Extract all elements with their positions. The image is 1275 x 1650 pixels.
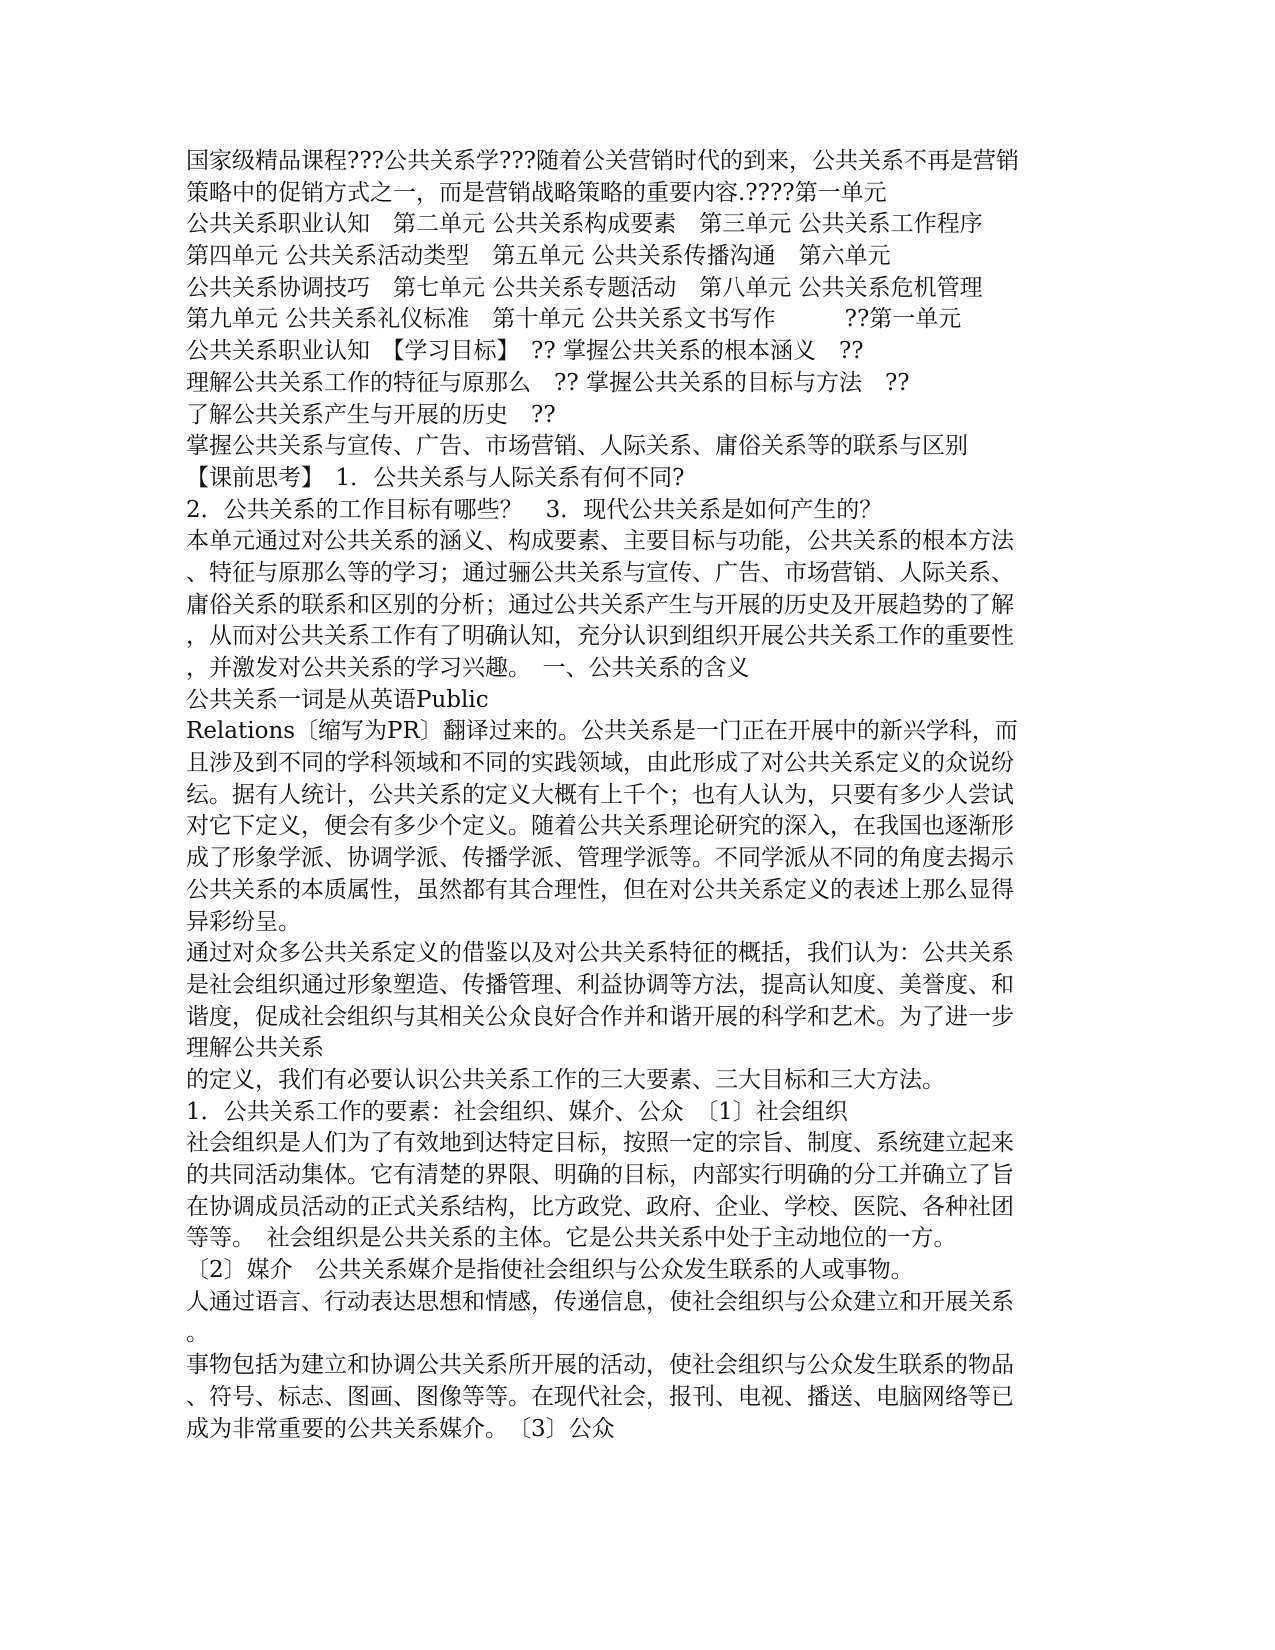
text-line: 是社会组织通过形象塑造、传播管理、利益协调等方法，提高认知度、美誉度、和 [186, 971, 1014, 998]
text-line: 庸俗关系的联系和区别的分析；通过公共关系产生与开展的历史及开展趋势的了解 [186, 591, 1014, 618]
text-line: 且涉及到不同的学科领域和不同的实践领域，由此形成了对公共关系定义的众说纷 [186, 750, 1014, 777]
document-page [186, 146, 1086, 1445]
text-line: 社会组织是人们为了有效地到达特定目标，按照一定的宗旨、制度、系统建立起来 [186, 1130, 1014, 1157]
text-line: 通过对众多公共关系定义的借鉴以及对公共关系特征的概括，我们认为：公共关系 [186, 940, 1014, 967]
text-line: 在协调成员活动的正式关系结构，比方政党、政府、企业、学校、医院、各种社团 [186, 1193, 1014, 1220]
text-line: 异彩纷呈。 [186, 908, 301, 935]
text-line: 公共关系职业认知 第二单元 公共关系构成要素 第三单元 公共关系工作程序 [186, 211, 983, 238]
text-line: 本单元通过对公共关系的涵义、构成要素、主要目标与功能，公共关系的根本方法 [186, 528, 1014, 555]
text-line: 等等。 社会组织是公共关系的主体。它是公共关系中处于主动地位的一方。 [186, 1225, 957, 1252]
text-line: 公共关系职业认知 【学习目标】 ?? 掌握公共关系的根本涵义 ?? [186, 338, 864, 365]
text-line: ，并激发对公共关系的学习兴趣。 一、公共关系的含义 [186, 655, 750, 681]
text-line: 策略中的促销方式之一，而是营销战略策略的重要内容.????第一单元 [186, 179, 887, 206]
text-line: 了解公共关系产生与开展的历史 ?? [186, 401, 556, 428]
text-line: 公共关系协调技巧 第七单元 公共关系专题活动 第八单元 公共关系危机管理 [186, 274, 983, 301]
text-line: 人通过语言、行动表达思想和情感，传递信息，使社会组织与公众建立和开展关系 [186, 1288, 1014, 1315]
text-line: 【课前思考】 1．公共关系与人际关系有何不同? [186, 464, 685, 491]
text-line: 对它下定义，便会有多少个定义。随着公共关系理论研究的深入，在我国也逐渐形 [186, 813, 1014, 840]
text-line: 事物包括为建立和协调公共关系所开展的活动，使社会组织与公众发生联系的物品 [186, 1352, 1014, 1379]
text-line: 成为非常重要的公共关系媒介。 〔3〕公众 [186, 1415, 615, 1442]
text-line: 公共关系一词是从英语Public [186, 686, 489, 713]
text-line: 、符号、标志、图画、图像等等。在现代社会，报刊、电视、播送、电脑网络等已 [186, 1383, 1014, 1410]
text-line: 。 [186, 1320, 209, 1347]
text-line: 谐度，促成社会组织与其相关公众良好合作并和谐开展的科学和艺术。为了进一步 [186, 1003, 1014, 1030]
text-line: 、特征与原那么等的学习；通过骊公共关系与宣传、广告、市场营销、人际关系、 [186, 559, 1014, 586]
text-line: 成了形象学派、协调学派、传播学派、管理学派等。不同学派从不同的角度去揭示 [186, 845, 1014, 872]
text-line: 第四单元 公共关系活动类型 第五单元 公共关系传播沟通 第六单元 [186, 243, 891, 270]
text-line: 理解公共关系工作的特征与原那么 ?? 掌握公共关系的目标与方法 ?? [186, 369, 910, 396]
text-line: 的定义，我们有必要认识公共关系工作的三大要素、三大目标和三大方法。 [186, 1066, 945, 1093]
text-line: 的共同活动集体。它有清楚的界限、明确的目标，内部实行明确的分工并确立了旨 [186, 1162, 1014, 1188]
text-line: 2．公共关系的工作目标有哪些？ 3．现代公共关系是如何产生的？ [186, 496, 883, 523]
text-line: 第九单元 公共关系礼仪标准 第十单元 公共关系文书写作 ??第一单元 [186, 306, 962, 333]
text-line: 国家级精品课程???公共关系学???随着公关营销时代的到来，公共关系不再是营销 [186, 148, 1019, 174]
text-line: Relations〔缩写为PR〕翻译过来的。公共关系是一门正在开展中的新兴学科，而 [186, 718, 1018, 745]
text-line: 1．公共关系工作的要素：社会组织、媒介、公众 〔1〕社会组织 [186, 1098, 848, 1125]
text-line: 纭。据有人统计，公共关系的定义大概有上千个；也有人认为，只要有多少人尝试 [186, 781, 1014, 808]
text-line: ，从而对公共关系工作有了明确认知，充分认识到组织开展公共关系工作的重要性 [186, 623, 1014, 650]
text-line: 理解公共关系 [186, 1035, 324, 1062]
text-line: 掌握公共关系与宣传、广告、市场营销、人际关系、庸俗关系等的联系与区别 [186, 433, 968, 460]
text-line: 〔2〕媒介 公共关系媒介是指使社会组织与公众发生联系的人或事物。 [186, 1257, 914, 1284]
text-line: 公共关系的本质属性，虽然都有其合理性，但在对公共关系定义的表述上那么显得 [186, 876, 1014, 903]
